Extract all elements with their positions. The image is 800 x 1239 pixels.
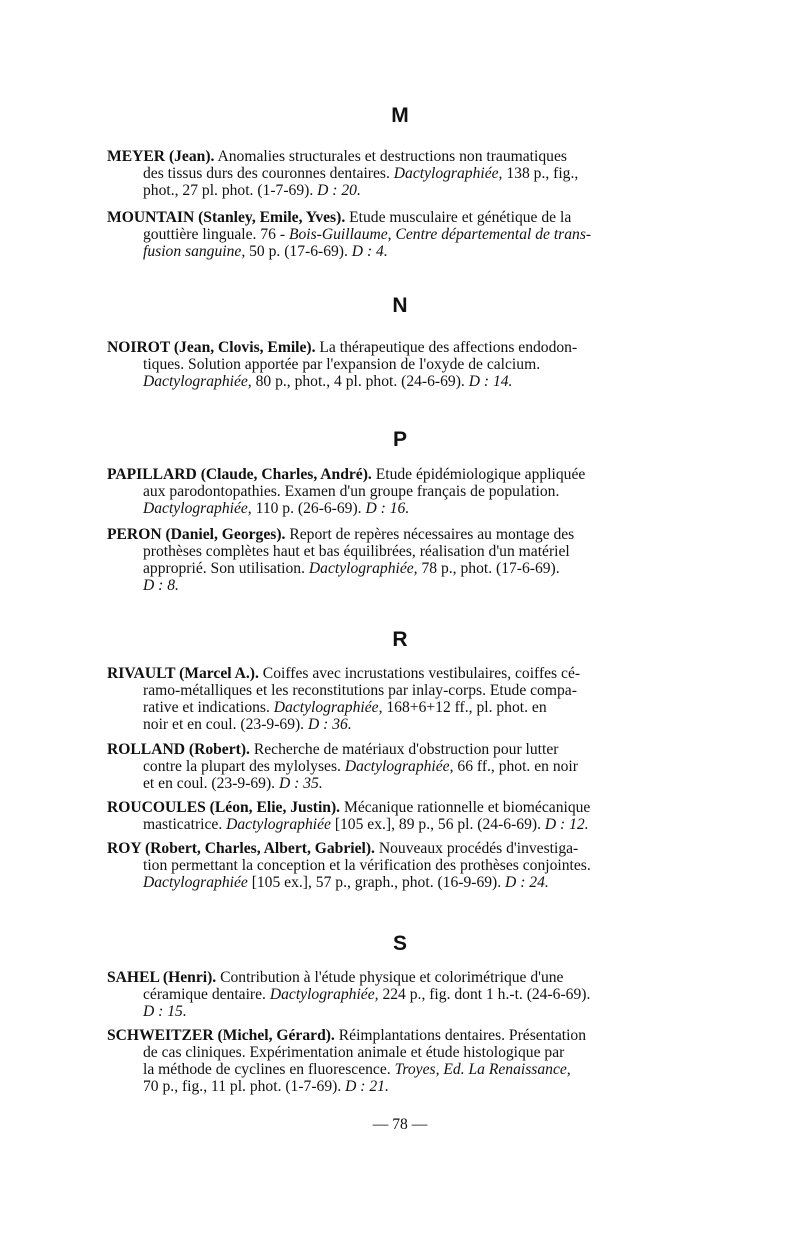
entry-text: Anomalies structurales et destructions non traumatiques [214, 148, 567, 165]
italic-text: Bois-Guillaume, Centre départemental de trans- [288, 226, 592, 243]
entry-text: La thérapeutique des affections endodon- [315, 339, 578, 356]
entry-text: 50 p. (17-6-69). [245, 243, 352, 260]
entry-line [107, 526, 697, 543]
author-name: SCHWEITZER (Michel, Gérard). [107, 1027, 335, 1044]
bibliography-entry [107, 148, 697, 199]
entry-line [107, 226, 697, 243]
entry-text: 138 p., fig., [502, 165, 579, 182]
author-name: MEYER (Jean). [107, 148, 215, 165]
entry-line [107, 209, 697, 226]
entry-text: 168+6+12 ff., pl. phot. en [382, 699, 547, 716]
page-number: — 78 — [372, 1116, 428, 1133]
entry-text: approprié. Son utilisation. [143, 560, 309, 577]
entry-text: rative et indications. [143, 699, 274, 716]
section-letter-n: N [392, 294, 408, 317]
entry-line [107, 1078, 697, 1095]
bibliography-entry [107, 1027, 697, 1095]
entry-line [107, 874, 697, 891]
entry-line [107, 665, 697, 682]
author-name: ROLLAND (Robert). [107, 741, 250, 758]
entry-text: céramique dentaire. [143, 986, 270, 1003]
entry-text: [105 ex.], 89 p., 56 pl. (24-6-69). [330, 816, 545, 833]
entry-text: 70 p., fig., 11 pl. phot. (1-7-69). [143, 1078, 346, 1095]
italic-text: D : 4. [351, 243, 388, 260]
entry-text: 224 p., fig. dont 1 h.-t. (24-6-69). [378, 986, 591, 1003]
entry-text: 80 p., phot., 4 pl. phot. (24-6-69). [251, 373, 469, 390]
bibliography-entry [107, 339, 697, 390]
entry-line [107, 986, 697, 1003]
entry-line [107, 182, 697, 199]
bibliography-entry [107, 209, 697, 260]
entry-text: gouttière linguale. 76 - [143, 226, 289, 243]
entry-line [107, 840, 697, 857]
author-name: ROY (Robert, Charles, Albert, Gabriel). [107, 840, 375, 857]
bibliography-entry [107, 526, 697, 594]
entry-line [107, 356, 697, 373]
entry-text: phot., 27 pl. phot. (1-7-69). [143, 182, 318, 199]
entry-line [107, 857, 697, 874]
italic-text: D : 21. [345, 1078, 389, 1095]
entry-text: masticatrice. [143, 816, 227, 833]
entry-line [107, 1044, 697, 1061]
italic-text: Dactylographiée, [273, 699, 383, 716]
entry-line [107, 148, 697, 165]
italic-text: D : 15. [143, 1003, 187, 1020]
entry-line [107, 577, 697, 594]
bibliography-entry [107, 466, 697, 517]
bibliography-entry [107, 741, 697, 792]
bibliography-entry [107, 665, 697, 733]
italic-text: D : 16. [365, 500, 410, 517]
entry-text: Contribution à l'étude physique et colorimétrique d'une [216, 969, 564, 986]
entry-line [107, 483, 697, 500]
entry-text: [105 ex.], 57 p., graph., phot. (16-9-69). [247, 874, 506, 891]
entry-line [107, 741, 697, 758]
entry-line [107, 799, 697, 816]
entry-line [107, 500, 697, 517]
italic-text: Dactylographiée, [308, 560, 418, 577]
entry-text: tion permettant la conception et la vérification des prothèses conjointes. [143, 857, 591, 874]
entry-text: Mécanique rationnelle et biomécanique [340, 799, 591, 816]
entry-text: Report de repères nécessaires au montage des [285, 526, 575, 543]
entry-line [107, 1027, 697, 1044]
entry-text: Etude musculaire et génétique de la [345, 209, 572, 226]
author-name: NOIROT (Jean, Clovis, Emile). [107, 339, 316, 356]
entry-text: de cas cliniques. Expérimentation animale et étude histologique par [143, 1044, 565, 1061]
entry-text: prothèses complètes haut et bas équilibrées, réalisation d'un matériel [143, 543, 570, 560]
italic-text: D : 14. [468, 373, 513, 390]
author-name: MOUNTAIN (Stanley, Emile, Yves). [107, 209, 346, 226]
italic-text: D : 36. [307, 716, 352, 733]
italic-text: Troyes, Ed. La Renaissance, [394, 1061, 571, 1078]
entry-line [107, 758, 697, 775]
entry-text: Réimplantations dentaires. Présentation [334, 1027, 587, 1044]
italic-text: Dactylographiée, [143, 373, 252, 390]
entry-line [107, 1061, 697, 1078]
section-letter-m: M [391, 104, 409, 127]
entry-text: Recherche de matériaux d'obstruction pour lutter [249, 741, 559, 758]
section-letter-p: P [392, 428, 407, 451]
section-letter-r: R [392, 628, 408, 651]
entry-text: tiques. Solution apportée par l'expansion de l'oxyde de calcium. [143, 356, 541, 373]
entry-text: la méthode de cyclines en fluorescence. [143, 1061, 395, 1078]
entry-text: et en coul. (23-9-69). [143, 775, 279, 792]
entry-line [107, 716, 697, 733]
entry-line [107, 560, 697, 577]
author-name: PERON (Daniel, Georges). [107, 526, 286, 543]
entry-text: Nouveaux procédés d'investiga- [374, 840, 579, 857]
entry-text: noir et en coul. (23-9-69). [143, 716, 308, 733]
author-name: SAHEL (Henri). [107, 969, 217, 986]
entry-line [107, 775, 697, 792]
italic-text: fusion sanguine, [143, 243, 246, 260]
italic-text: D : 24. [505, 874, 549, 891]
entry-text: 78 p., phot. (17-6-69). [417, 560, 560, 577]
bibliography-entry [107, 799, 697, 833]
author-name: ROUCOULES (Léon, Elie, Justin). [107, 799, 341, 816]
italic-text: Dactylographiée, [344, 758, 454, 775]
entry-line [107, 699, 697, 716]
bibliography-entry [107, 969, 697, 1020]
italic-text: Dactylographiée, [143, 500, 252, 517]
entry-line [107, 543, 697, 560]
entry-text: des tissus durs des couronnes dentaires. [143, 165, 394, 182]
author-name: PAPILLARD (Claude, Charles, André). [107, 466, 372, 483]
entry-text: contre la plupart des mylolyses. [143, 758, 345, 775]
italic-text: D : 20. [317, 182, 361, 199]
entry-text: ramo-métalliques et les reconstitutions par inlay-corps. Etude compa- [143, 682, 577, 699]
entry-line [107, 165, 697, 182]
entry-text: 110 p. (26-6-69). [251, 500, 366, 517]
entry-line [107, 339, 697, 356]
entry-line [107, 969, 697, 986]
entry-line [107, 466, 697, 483]
italic-text: Dactylographiée, [269, 986, 379, 1003]
italic-text: D : 8. [143, 577, 179, 594]
entry-text: Coiffes avec incrustations vestibulaires, coiffes cé- [258, 665, 581, 682]
entry-text: aux parodontopathies. Examen d'un groupe français de population. [143, 483, 560, 500]
bibliography-entry [107, 840, 697, 891]
entry-line [107, 682, 697, 699]
italic-text: Dactylographiée [226, 816, 331, 833]
entry-text: 66 ff., phot. en noir [453, 758, 578, 775]
italic-text: D : 35. [278, 775, 323, 792]
entry-text: Etude épidémiologique appliquée [371, 466, 586, 483]
author-name: RIVAULT (Marcel A.). [107, 665, 259, 682]
entry-line [107, 1003, 697, 1020]
entry-line [107, 816, 697, 833]
italic-text: Dactylographiée, [393, 165, 503, 182]
entry-line [107, 243, 697, 260]
entry-line [107, 373, 697, 390]
italic-text: Dactylographiée [143, 874, 248, 891]
italic-text: D : 12. [544, 816, 589, 833]
section-letter-s: S [392, 932, 407, 955]
